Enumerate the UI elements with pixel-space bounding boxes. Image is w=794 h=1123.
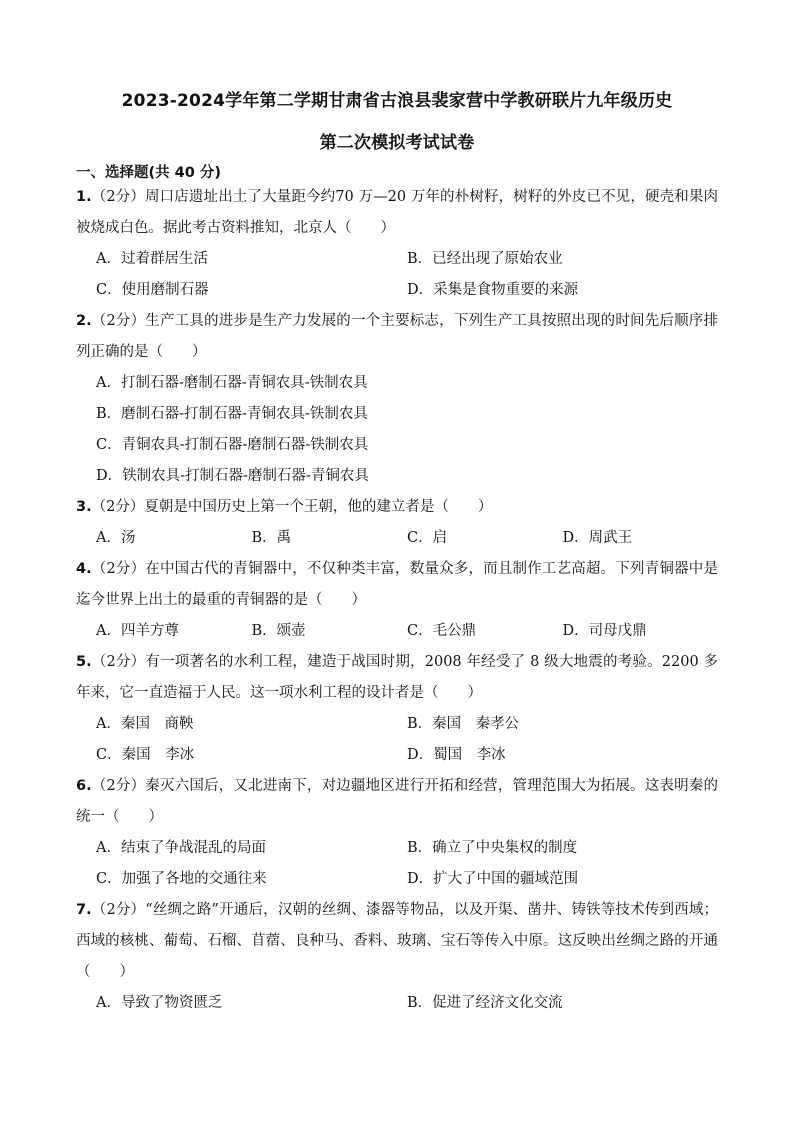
question-score: （2分）: [91, 778, 146, 794]
question-list: [76, 182, 718, 1019]
option-a[interactable]: A．结束了争战混乱的局面: [96, 840, 266, 856]
question-number: 5.: [76, 654, 92, 670]
question-4: [76, 554, 718, 647]
question-stem: [76, 554, 718, 616]
question-number: 4.: [76, 561, 92, 577]
question-text: 生产工具的进步是生产力发展的一个主要标志，下列生产工具按照出现的时间先后顺序排列正确的是（ ）: [76, 313, 719, 360]
option-b[interactable]: B．已经出现了原始农业: [407, 251, 563, 267]
option-b[interactable]: B．确立了中央集权的制度: [407, 840, 578, 856]
question-score: （2分）: [91, 313, 146, 329]
option-list: [76, 709, 718, 771]
option-list: [76, 988, 718, 1019]
option-c[interactable]: C．青铜农具-打制石器-磨制石器-铁制农具: [96, 437, 369, 453]
option-a[interactable]: A．过着群居生活: [96, 251, 208, 267]
question-score: （2分）: [91, 654, 146, 670]
question-number: 3.: [76, 499, 92, 515]
question-text: “丝绸之路”开通后，汉朝的丝绸、漆器等物品，以及开渠、凿井、铸铁等技术传到西域；西域的核桃、葡萄、石榴、苜蓿、良种马、香料、玻璃、宝石等传入中原。这反映出丝绸之路的开通（ ）: [76, 902, 718, 980]
question-text: 周口店遗址出土了大量距今约70 万—20 万年的朴树籽，树籽的外皮已不见，硬壳和果肉被烧成白色。据此考古资料推知，北京人（ ）: [76, 189, 718, 236]
option-a[interactable]: A．汤: [96, 530, 136, 546]
option-a[interactable]: A．导致了物资匮乏: [96, 995, 223, 1011]
option-d[interactable]: D．铁制农具-打制石器-磨制石器-青铜农具: [96, 468, 369, 484]
option-d[interactable]: D．蜀国 李冰: [407, 747, 506, 763]
exam-title-line1: 2023-2024学年第二学期甘肃省古浪县裴家营中学教研联片九年级历史: [121, 91, 673, 111]
option-c[interactable]: C．加强了各地的交通往来: [96, 871, 267, 887]
section-heading: 一、选择题(共 40 分): [76, 165, 222, 181]
question-7: [76, 895, 718, 1019]
question-6: [76, 771, 718, 895]
option-b[interactable]: B．磨制石器-打制石器-青铜农具-铁制农具: [96, 406, 368, 422]
question-number: 6.: [76, 778, 92, 794]
question-stem: [76, 647, 718, 709]
question-number: 7.: [76, 902, 92, 918]
option-list: [76, 244, 718, 306]
question-stem: [76, 895, 718, 988]
question-2: [76, 306, 718, 492]
question-3: [76, 492, 718, 554]
option-d[interactable]: D．司母戊鼎: [562, 623, 647, 639]
option-d[interactable]: D．扩大了中国的疆域范围: [407, 871, 579, 887]
option-b[interactable]: B．颂壶: [251, 623, 306, 639]
option-c[interactable]: C．秦国 李冰: [96, 747, 195, 763]
option-list: [76, 368, 718, 492]
question-stem: [76, 306, 718, 368]
question-stem: [76, 182, 718, 244]
option-c[interactable]: C．毛公鼎: [407, 623, 477, 639]
question-score: （2分）: [91, 902, 146, 918]
option-d[interactable]: D．周武王: [562, 530, 633, 546]
question-text: 在中国古代的青铜器中，不仅种类丰富，数量众多，而且制作工艺高超。下列青铜器中是迄今世界上出土的最重的青铜器的是（ ）: [76, 561, 719, 608]
question-stem: [76, 492, 718, 523]
option-c[interactable]: C．使用磨制石器: [96, 282, 209, 298]
question-number: 1.: [76, 189, 92, 205]
exam-title-line2: 第二次模拟考试试卷: [319, 133, 475, 153]
option-c[interactable]: C．启: [407, 530, 448, 546]
question-text: 夏朝是中国历史上第一个王朝，他的建立者是（ ）: [144, 499, 493, 515]
question-score: （2分）: [91, 499, 145, 515]
option-a[interactable]: A．四羊方尊: [96, 623, 179, 639]
question-5: [76, 647, 718, 771]
option-b[interactable]: B．禹: [251, 530, 292, 546]
question-text: 有一项著名的水利工程，建造于战国时期，2008 年经受了 8 级大地震的考验。2200 多年来，它一直造福于人民。这一项水利工程的设计者是（ ）: [76, 654, 718, 701]
option-b[interactable]: B．促进了经济文化交流: [407, 995, 563, 1011]
question-score: （2分）: [91, 189, 146, 205]
question-stem: [76, 771, 718, 833]
question-number: 2.: [76, 313, 92, 329]
question-1: [76, 182, 718, 306]
option-list: [76, 833, 718, 895]
option-a[interactable]: A．秦国 商鞅: [96, 716, 194, 732]
question-text: 秦灭六国后，又北进南下，对边疆地区进行开拓和经营，管理范围大为拓展。这表明秦的统一（ ）: [76, 778, 719, 825]
option-d[interactable]: D．采集是食物重要的来源: [407, 282, 579, 298]
option-b[interactable]: B．秦国 秦孝公: [407, 716, 520, 732]
option-list: [76, 523, 718, 554]
question-score: （2分）: [91, 561, 146, 577]
option-a[interactable]: A．打制石器-磨制石器-青铜农具-铁制农具: [96, 375, 368, 391]
option-list: [76, 616, 718, 647]
